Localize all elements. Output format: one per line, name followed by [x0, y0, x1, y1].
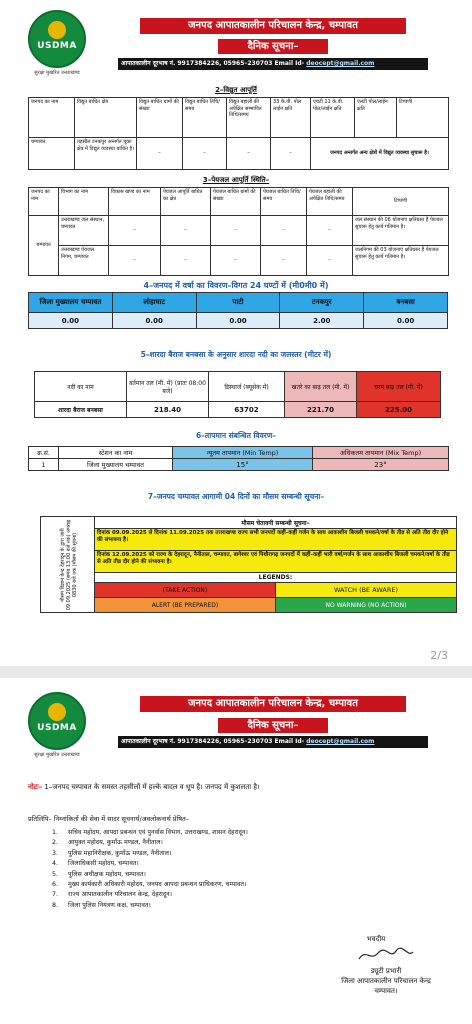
weather-warning-row [41, 551, 457, 573]
elec-header: विद्युत बाधित क्षेत्र [75, 98, 137, 138]
logo-caption: सुरक्षा मुखरित उत्तराखण्ड [34, 752, 80, 758]
temp-header: स्टेशन का नाम [59, 447, 173, 459]
section-water-title: 3–पेयजल आपूर्ति स्थिति– [202, 176, 270, 184]
section-electricity-title: 2–विद्युत आपूर्ति [215, 86, 257, 94]
list-item: 2. आयुक्त महोदय, कुमाँऊ मण्डल, नैनीताल। [52, 839, 163, 847]
water-cell: – [161, 246, 211, 276]
list-item: 5. पुलिस अधीक्षक महोदय, चम्पावत। [52, 870, 146, 878]
contact-line: आपातकालीन दूरभाष नं. 9917384226, 05965–230703 Email Id- [121, 738, 305, 745]
temp-header: अधिकतम तापमान (Mix Temp) [313, 447, 449, 459]
water-header: टिप्पणी [353, 188, 449, 216]
logo-emblem-icon [48, 21, 66, 39]
weather-table [40, 516, 457, 613]
section-weather-title: 7–जनपद चम्पावत आगामी 04 दिनों का मौसम सम्बन्धी सूचना– [147, 492, 325, 501]
contact-bar [118, 736, 428, 748]
section-river-title: 5–शारदा बैराज बनबसा के अनुसार शारदा नदी का जलस्तर (मीटर में) [140, 350, 332, 359]
signature-block [316, 966, 456, 996]
copy-list [52, 828, 248, 911]
elec-area: तहसील टनकपुर अन्तर्गत चूका क्षेत्र में विद्युत व्यवस्था बाधित है। [75, 138, 137, 170]
river-header: वर्तमान तल (मी. में) (प्रातः 08:00 बजे) [127, 372, 209, 402]
temperature-table [28, 446, 449, 471]
rain-header-row [29, 293, 448, 313]
temp-min: 15° [173, 459, 313, 471]
logo-caption: सुरक्षा मुखरित उत्तराखण्ड [34, 70, 80, 76]
water-header: पेयजल आपूर्ति बाधित का क्षेत्र [161, 188, 211, 216]
elec-cell: – [137, 138, 183, 170]
water-header: पेयजल बाधित तिथि/समय [261, 188, 307, 216]
elec-header: विद्युत बहाली की अपेक्षित सम्भावित तिथि/समय [227, 98, 271, 138]
elec-header: एचटी 11 के.वी. पोल/लाईन क्षति [311, 98, 355, 138]
weather-heading-row [41, 517, 457, 529]
elec-district: चम्पावत [29, 138, 75, 170]
page-number: 2/3 [430, 649, 448, 662]
water-header: विकास खण्ड का नाम [109, 188, 161, 216]
water-row [29, 246, 449, 276]
elec-header: जनपद का नाम [29, 98, 75, 138]
temp-header: न्यूतम तापमान (Min Temp) [173, 447, 313, 459]
electricity-table [28, 97, 449, 170]
elec-header: विद्युत बाधित ग्रामों की संख्या [137, 98, 183, 138]
note-text: 1–जनपद चम्पावत के समस्त तहसीलों में हल्के बादल व धूप है। जनपद में कुशलता है। [44, 783, 260, 791]
temp-sno: 1 [29, 459, 59, 471]
river-header: खतरे का बाढ़ तल (मी. में) [285, 372, 357, 402]
water-cell: – [109, 246, 161, 276]
sign-line: ड्यूटी प्रभारी [370, 967, 402, 975]
contact-email-link[interactable]: deocept@gmail.com [306, 738, 375, 745]
weather-heading: मौसम चेतावनी सम्बन्धी सूचना– [95, 517, 457, 529]
legend-watch: WATCH (BE AWARE) [276, 583, 457, 598]
river-table [34, 371, 441, 418]
water-dept: उत्तराखण्ड जल संस्थान, चम्पावत [59, 216, 109, 246]
water-header: विभाग का नाम [59, 188, 109, 216]
rain-value-row [29, 313, 448, 329]
weather-warning-2: दिनांक 12.09.2025 को राज्य के देहरादून, नैनीताल, चम्पावत, बागेश्वर एवं पिथौरागढ़ जनपदों में कहीं–कहीं भारी वर्षा/गर्जन के साथ आकाशीय बिजली चमकने/वर्षा के तीव्र से अति तीव्र दौर होने की संभावना है। [95, 551, 457, 573]
elec-cell: – [183, 138, 227, 170]
legend-title-row [41, 573, 457, 583]
list-item: 8. जिला पुलिस नियंत्रण कक्ष, चम्पावत। [52, 901, 151, 909]
section-rain-title: 4–जनपद में वर्षा का विवरण–विगत 24 घण्टों में (मी0मी0 में) [143, 281, 329, 290]
elec-header: एलटी पोल/लाईन क्षति [355, 98, 397, 138]
list-item: 7. राज्य आपातकालीन परिचालन केन्द्र, देहरादून। [52, 891, 172, 899]
weather-warning-row [41, 529, 457, 551]
water-header: पेयजल बहाली की अपेक्षित तिथि/समय [307, 188, 353, 216]
water-header-row [29, 188, 449, 216]
weather-warning-1: दिनांक 09.09.2025 से दिनांक 11.09.2025 तक उत्तराखण्ड राज्य सभी जनपदों कहीं–कहीं गर्जन के साथ आकाशीय बिजली चमकने/वर्षा के तीव्र से अति तीव्र दौर होने की संभावना है। [95, 529, 457, 551]
river-header: डिस्चार्ज (क्यूसेक में) [209, 372, 285, 402]
elec-cell: – [227, 138, 271, 170]
copy-heading: प्रतिलिपि– निम्नांकितों की सेवा में सादर सूचनार्थ/अवलोकनार्थ प्रेषित– [28, 815, 189, 823]
logo-emblem-icon [48, 703, 66, 721]
list-item: 3. पुलिस महानिरीक्षक, कुमाँऊ मण्डल, नैनीताल। [52, 849, 172, 857]
legend-take-action: (TAKE ACTION) [95, 583, 276, 598]
water-cell: – [211, 246, 261, 276]
water-cell: – [261, 246, 307, 276]
electricity-header-row [29, 98, 449, 138]
water-cell: – [109, 216, 161, 246]
rain-value: 0.00 [29, 313, 113, 329]
rain-header: लोहाघाट [112, 293, 196, 313]
water-header: जनपद का नाम [29, 188, 59, 216]
sign-line: जिला आपातकालीन परिचालन केन्द्र [341, 977, 431, 985]
water-table [28, 187, 449, 276]
river-danger-level: 221.70 [285, 402, 357, 418]
rain-value: 2.00 [280, 313, 364, 329]
river-hfl: 225.00 [357, 402, 441, 418]
usdma-logo [28, 692, 86, 750]
water-cell: – [307, 216, 353, 246]
sign-line: चम्पावत। [374, 987, 398, 995]
legend-alert: ALERT (BE PREPARED) [95, 598, 276, 613]
rain-header: बनबसा [364, 293, 448, 313]
temp-data-row [29, 459, 449, 471]
logo-text: USDMA [37, 41, 77, 51]
water-district: चम्पावत [29, 216, 59, 276]
rain-header: टनकपुर [280, 293, 364, 313]
water-header: पेयजल बाधित ग्रामों की संख्या [211, 188, 261, 216]
rainfall-table [28, 292, 448, 329]
header-title: जनपद आपातकालीन परिचालन केन्द्र, चम्पावत [140, 696, 406, 712]
temp-max: 23° [313, 459, 449, 471]
signature-icon [356, 946, 416, 964]
contact-line: आपातकालीन दूरभाष नं. 9917384226, 05965–230703 Email Id- [121, 60, 305, 67]
elec-header: विद्युत बाधित तिथि/समय [183, 98, 227, 138]
elec-header: 33 के.वी. पोल लाईन क्षति [271, 98, 311, 138]
logo-text: USDMA [37, 723, 77, 733]
water-cell: – [211, 216, 261, 246]
temp-header-row [29, 447, 449, 459]
document-page-3 [0, 678, 472, 1024]
water-dept: उत्तराखण्ड पेयजल निगम, चम्पावत [59, 246, 109, 276]
elec-header: टिप्पणी [397, 98, 449, 138]
header-subtitle: दैनिक सूचना– [218, 39, 328, 54]
water-row [29, 216, 449, 246]
elec-remark: जनपद अन्तर्गत अन्य क्षेत्रों में विद्युत व्यवस्था सुचारू है। [311, 138, 449, 170]
list-item: 4. जिलाधिकारी महोदय, चम्पावत। [52, 860, 139, 868]
list-item: 6. मुख्य कार्यकारी अधिकारी महोदय, जनपद आपदा प्रबन्धन प्राधिकरण, चम्पावत। [52, 881, 247, 889]
note-label: नोटः– [28, 783, 43, 791]
weather-side-note: मौसम विज्ञान केन्द्र देहरादून के द्वारा जारी 09.09.2025 (समय 13:00 बजे तक) अपराह्न 0830 बजे तक (मौसम की सूचना) [41, 517, 95, 613]
electricity-data-row [29, 138, 449, 170]
water-remark: जलनिगम की 03 योजनाएं क्षतिग्रस्त हैं पेयजल सुचारू हेतु कार्य गतिमान है। [353, 246, 449, 276]
river-current-level: 218.40 [127, 402, 209, 418]
elec-cell: – [271, 138, 311, 170]
contact-bar [118, 58, 428, 70]
legend-title: LEGENDS: [95, 573, 457, 583]
rain-value: 0.00 [112, 313, 196, 329]
water-remark: जल संस्थान की 06 योजनाएं क्षतिग्रस्त हैं पेयजल सुचारू हेतु कार्य गतिमान है। [353, 216, 449, 246]
river-header: चरम बाढ़ तल (मी. में) [357, 372, 441, 402]
list-item: 1. सचिव महोदय, आपदा प्रबन्धन एवं पुनर्वास विभाग, उत्तराखण्ड, शासन देहरादून। [52, 829, 248, 836]
river-header-row [35, 372, 441, 402]
section-temp-title: 6–तापमान संबन्धित विवरण– [195, 431, 277, 440]
river-discharge: 63702 [209, 402, 285, 418]
rain-value: 0.00 [196, 313, 280, 329]
header-title: जनपद आपातकालीन परिचालन केन्द्र, चम्पावत [140, 18, 406, 34]
legend-row [41, 598, 457, 613]
rain-header: जिला मुख्यालय चम्पावत [29, 293, 113, 313]
rain-header: पाटी [196, 293, 280, 313]
river-header: नदी का नाम [35, 372, 127, 402]
water-cell: – [307, 246, 353, 276]
river-data-row [35, 402, 441, 418]
header-subtitle: दैनिक सूचना– [218, 718, 328, 733]
legend-row [41, 583, 457, 598]
rain-value: 0.00 [364, 313, 448, 329]
water-cell: – [261, 216, 307, 246]
water-cell: – [161, 216, 211, 246]
temp-header: क्र.सं. [29, 447, 59, 459]
legend-no-warning: NO WARNING (NO ACTION) [276, 598, 457, 613]
contact-email-link[interactable]: deocept@gmail.com [306, 60, 375, 67]
closing: भवदीय [366, 935, 386, 943]
usdma-logo [28, 10, 86, 68]
temp-station: जिला मुख्यालय चम्पावत [59, 459, 173, 471]
river-name: शारदा बैराज बनबसा [35, 402, 127, 418]
note [28, 782, 260, 793]
